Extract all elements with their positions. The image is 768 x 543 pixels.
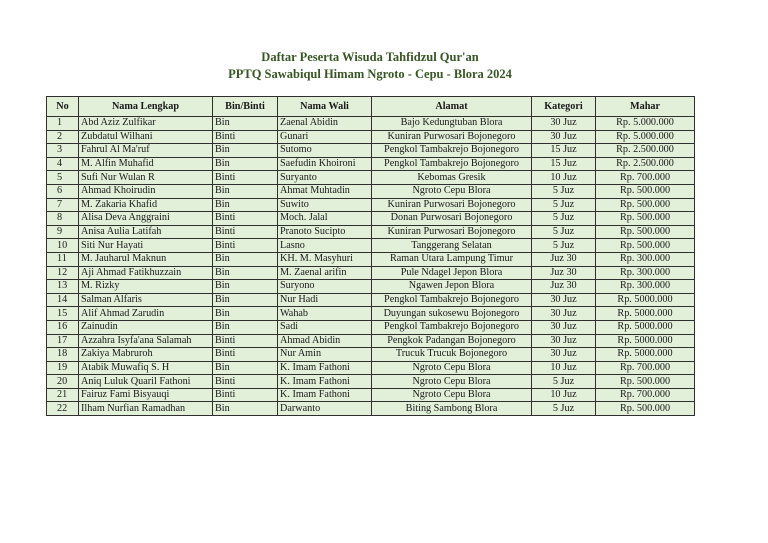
cell-alamat: Kuniran Purwosari Bojonegoro <box>372 130 532 144</box>
cell-alamat: Pengkok Padangan Bojonegoro <box>372 334 532 348</box>
cell-nama-lengkap: M. Rizky <box>79 280 213 294</box>
table-row <box>47 184 695 198</box>
cell-no: 2 <box>47 130 79 144</box>
cell-alamat: Duyungan sukosewu Bojonegoro <box>372 307 532 321</box>
cell-nama-wali: Wahab <box>278 307 372 321</box>
cell-nama-wali: Suryono <box>278 280 372 294</box>
header-mahar: Mahar <box>596 97 695 117</box>
cell-alamat: Tanggerang Selatan <box>372 239 532 253</box>
cell-mahar: Rp. 500.000 <box>596 375 695 389</box>
cell-no: 1 <box>47 117 79 131</box>
cell-bin-binti: Binti <box>213 348 278 362</box>
cell-no: 14 <box>47 293 79 307</box>
header-alamat: Alamat <box>372 97 532 117</box>
cell-mahar: Rp. 500.000 <box>596 239 695 253</box>
cell-nama-lengkap: Alif Ahmad Zarudin <box>79 307 213 321</box>
cell-nama-lengkap: M. Jauharul Maknun <box>79 252 213 266</box>
cell-alamat: Pule Ndagel Jepon Blora <box>372 266 532 280</box>
cell-mahar: Rp. 2.500.000 <box>596 157 695 171</box>
cell-mahar: Rp. 5.000.000 <box>596 117 695 131</box>
cell-bin-binti: Bin <box>213 293 278 307</box>
cell-mahar: Rp. 300.000 <box>596 252 695 266</box>
cell-nama-lengkap: Aji Ahmad Fatikhuzzain <box>79 266 213 280</box>
cell-nama-wali: Darwanto <box>278 402 372 416</box>
cell-nama-lengkap: Ilham Nurfian Ramadhan <box>79 402 213 416</box>
cell-bin-binti: Binti <box>213 130 278 144</box>
table-header-row <box>47 97 695 117</box>
cell-kategori: 5 Juz <box>532 212 596 226</box>
cell-kategori: 30 Juz <box>532 307 596 321</box>
cell-nama-wali: Nur Hadi <box>278 293 372 307</box>
cell-kategori: 30 Juz <box>532 293 596 307</box>
cell-nama-wali: Pranoto Sucipto <box>278 225 372 239</box>
cell-mahar: Rp. 5.000.000 <box>596 130 695 144</box>
cell-mahar: Rp. 5000.000 <box>596 307 695 321</box>
header-kategori: Kategori <box>532 97 596 117</box>
table-row <box>47 157 695 171</box>
cell-alamat: Donan Purwosari Bojonegoro <box>372 212 532 226</box>
table-row <box>47 212 695 226</box>
table-row <box>47 144 695 158</box>
cell-bin-binti: Bin <box>213 117 278 131</box>
cell-mahar: Rp. 5000.000 <box>596 348 695 362</box>
cell-alamat: Kuniran Purwosari Bojonegoro <box>372 225 532 239</box>
cell-kategori: 10 Juz <box>532 361 596 375</box>
cell-nama-wali: Lasno <box>278 239 372 253</box>
cell-bin-binti: Bin <box>213 361 278 375</box>
cell-alamat: Biting Sambong Blora <box>372 402 532 416</box>
cell-bin-binti: Bin <box>213 320 278 334</box>
cell-no: 5 <box>47 171 79 185</box>
cell-nama-lengkap: Zubdatul Wilhani <box>79 130 213 144</box>
cell-nama-wali: K. Imam Fathoni <box>278 361 372 375</box>
cell-mahar: Rp. 500.000 <box>596 184 695 198</box>
cell-nama-lengkap: Atabik Muwafiq S. H <box>79 361 213 375</box>
cell-kategori: 5 Juz <box>532 375 596 389</box>
cell-no: 8 <box>47 212 79 226</box>
cell-nama-wali: Gunari <box>278 130 372 144</box>
table-row <box>47 375 695 389</box>
cell-no: 4 <box>47 157 79 171</box>
cell-kategori: 10 Juz <box>532 388 596 402</box>
cell-bin-binti: Binti <box>213 171 278 185</box>
cell-alamat: Pengkol Tambakrejo Bojonegoro <box>372 157 532 171</box>
cell-bin-binti: Binti <box>213 388 278 402</box>
cell-alamat: Ngroto Cepu Blora <box>372 184 532 198</box>
cell-bin-binti: Binti <box>213 375 278 389</box>
cell-nama-lengkap: Ahmad Khoirudin <box>79 184 213 198</box>
cell-nama-wali: Sadi <box>278 320 372 334</box>
cell-no: 16 <box>47 320 79 334</box>
table-row <box>47 117 695 131</box>
cell-kategori: 5 Juz <box>532 184 596 198</box>
cell-bin-binti: Bin <box>213 402 278 416</box>
cell-mahar: Rp. 2.500.000 <box>596 144 695 158</box>
cell-nama-lengkap: Zainudin <box>79 320 213 334</box>
cell-mahar: Rp. 500.000 <box>596 225 695 239</box>
cell-bin-binti: Bin <box>213 280 278 294</box>
cell-alamat: Kebomas Gresik <box>372 171 532 185</box>
cell-mahar: Rp. 700.000 <box>596 388 695 402</box>
cell-mahar: Rp. 500.000 <box>596 402 695 416</box>
cell-kategori: 30 Juz <box>532 117 596 131</box>
cell-nama-wali: Nur Amin <box>278 348 372 362</box>
cell-no: 15 <box>47 307 79 321</box>
cell-kategori: 10 Juz <box>532 171 596 185</box>
table-row <box>47 198 695 212</box>
cell-nama-wali: Sutomo <box>278 144 372 158</box>
cell-kategori: 5 Juz <box>532 239 596 253</box>
cell-no: 20 <box>47 375 79 389</box>
cell-nama-lengkap: Fairuz Fami Bisyauqi <box>79 388 213 402</box>
cell-bin-binti: Bin <box>213 266 278 280</box>
cell-kategori: 5 Juz <box>532 198 596 212</box>
header-bin-binti: Bin/Binti <box>213 97 278 117</box>
cell-no: 12 <box>47 266 79 280</box>
cell-nama-wali: K. Imam Fathoni <box>278 375 372 389</box>
cell-nama-wali: Suryanto <box>278 171 372 185</box>
table-body <box>47 117 695 416</box>
cell-nama-wali: M. Zaenal arifin <box>278 266 372 280</box>
cell-no: 22 <box>47 402 79 416</box>
cell-nama-lengkap: Fahrul Al Ma'ruf <box>79 144 213 158</box>
cell-nama-lengkap: M. Alfin Muhafid <box>79 157 213 171</box>
cell-mahar: Rp. 5000.000 <box>596 320 695 334</box>
cell-kategori: 5 Juz <box>532 402 596 416</box>
table-row <box>47 252 695 266</box>
cell-mahar: Rp. 500.000 <box>596 212 695 226</box>
cell-bin-binti: Binti <box>213 225 278 239</box>
table-row <box>47 320 695 334</box>
participants-table <box>46 96 695 416</box>
cell-nama-wali: Zaenal Abidin <box>278 117 372 131</box>
cell-alamat: Ngroto Cepu Blora <box>372 375 532 389</box>
table-row <box>47 171 695 185</box>
header-nama-wali: Nama Wali <box>278 97 372 117</box>
cell-bin-binti: Bin <box>213 184 278 198</box>
cell-alamat: Trucuk Trucuk Bojonegoro <box>372 348 532 362</box>
cell-kategori: 15 Juz <box>532 157 596 171</box>
cell-nama-wali: Suwito <box>278 198 372 212</box>
cell-alamat: Bajo Kedungtuban Blora <box>372 117 532 131</box>
cell-no: 9 <box>47 225 79 239</box>
cell-nama-lengkap: Abd Aziz Zulfikar <box>79 117 213 131</box>
cell-nama-wali: KH. M. Masyhuri <box>278 252 372 266</box>
cell-kategori: 30 Juz <box>532 348 596 362</box>
title-line-2: PPTQ Sawabiqul Himam Ngroto - Cepu - Blora 2024 <box>228 67 512 81</box>
cell-mahar: Rp. 5000.000 <box>596 334 695 348</box>
cell-nama-lengkap: Azzahra Isyfa'ana Salamah <box>79 334 213 348</box>
cell-alamat: Ngroto Cepu Blora <box>372 361 532 375</box>
cell-nama-wali: Ahmat Muhtadin <box>278 184 372 198</box>
cell-nama-wali: Saefudin Khoironi <box>278 157 372 171</box>
table-row <box>47 266 695 280</box>
cell-kategori: 30 Juz <box>532 334 596 348</box>
cell-alamat: Pengkol Tambakrejo Bojonegoro <box>372 320 532 334</box>
cell-no: 6 <box>47 184 79 198</box>
table-row <box>47 239 695 253</box>
cell-no: 11 <box>47 252 79 266</box>
table-row <box>47 388 695 402</box>
table-row <box>47 130 695 144</box>
header-no: No <box>47 97 79 117</box>
table-row <box>47 307 695 321</box>
cell-bin-binti: Bin <box>213 198 278 212</box>
cell-no: 7 <box>47 198 79 212</box>
cell-kategori: 30 Juz <box>532 320 596 334</box>
cell-nama-wali: Moch. Jalal <box>278 212 372 226</box>
cell-nama-wali: Ahmad Abidin <box>278 334 372 348</box>
cell-mahar: Rp. 500.000 <box>596 198 695 212</box>
cell-alamat: Kuniran Purwosari Bojonegoro <box>372 198 532 212</box>
table-row <box>47 402 695 416</box>
cell-alamat: Pengkol Tambakrejo Bojonegoro <box>372 293 532 307</box>
cell-bin-binti: Bin <box>213 144 278 158</box>
table-row <box>47 280 695 294</box>
cell-no: 18 <box>47 348 79 362</box>
cell-bin-binti: Bin <box>213 252 278 266</box>
cell-no: 10 <box>47 239 79 253</box>
cell-kategori: Juz 30 <box>532 266 596 280</box>
cell-alamat: Ngroto Cepu Blora <box>372 388 532 402</box>
table-row <box>47 334 695 348</box>
cell-mahar: Rp. 300.000 <box>596 266 695 280</box>
cell-no: 21 <box>47 388 79 402</box>
table-row <box>47 361 695 375</box>
title-line-1: Daftar Peserta Wisuda Tahfidzul Qur'an <box>261 50 479 64</box>
cell-mahar: Rp. 700.000 <box>596 361 695 375</box>
cell-mahar: Rp. 5000.000 <box>596 293 695 307</box>
cell-nama-lengkap: Anisa Aulia Latifah <box>79 225 213 239</box>
cell-bin-binti: Binti <box>213 212 278 226</box>
cell-kategori: Juz 30 <box>532 252 596 266</box>
cell-no: 13 <box>47 280 79 294</box>
table-row <box>47 225 695 239</box>
cell-kategori: 15 Juz <box>532 144 596 158</box>
cell-bin-binti: Binti <box>213 239 278 253</box>
cell-mahar: Rp. 700.000 <box>596 171 695 185</box>
cell-nama-lengkap: Alisa Deva Anggraini <box>79 212 213 226</box>
cell-nama-lengkap: Salman Alfaris <box>79 293 213 307</box>
cell-nama-lengkap: Sufi Nur Wulan R <box>79 171 213 185</box>
header-nama-lengkap: Nama Lengkap <box>79 97 213 117</box>
cell-no: 17 <box>47 334 79 348</box>
cell-nama-lengkap: Siti Nur Hayati <box>79 239 213 253</box>
cell-nama-lengkap: Zakiya Mabruroh <box>79 348 213 362</box>
cell-kategori: 5 Juz <box>532 225 596 239</box>
cell-bin-binti: Bin <box>213 307 278 321</box>
table-row <box>47 348 695 362</box>
cell-nama-lengkap: Aniq Luluk Quaril Fathoni <box>79 375 213 389</box>
cell-alamat: Ngawen Jepon Blora <box>372 280 532 294</box>
cell-no: 19 <box>47 361 79 375</box>
cell-mahar: Rp. 300.000 <box>596 280 695 294</box>
cell-alamat: Pengkol Tambakrejo Bojonegoro <box>372 144 532 158</box>
cell-kategori: Juz 30 <box>532 280 596 294</box>
cell-kategori: 30 Juz <box>532 130 596 144</box>
cell-nama-wali: K. Imam Fathoni <box>278 388 372 402</box>
cell-bin-binti: Binti <box>213 334 278 348</box>
cell-bin-binti: Bin <box>213 157 278 171</box>
table-row <box>47 293 695 307</box>
cell-alamat: Raman Utara Lampung Timur <box>372 252 532 266</box>
document-title <box>0 49 740 83</box>
cell-nama-lengkap: M. Zakaria Khafid <box>79 198 213 212</box>
cell-no: 3 <box>47 144 79 158</box>
